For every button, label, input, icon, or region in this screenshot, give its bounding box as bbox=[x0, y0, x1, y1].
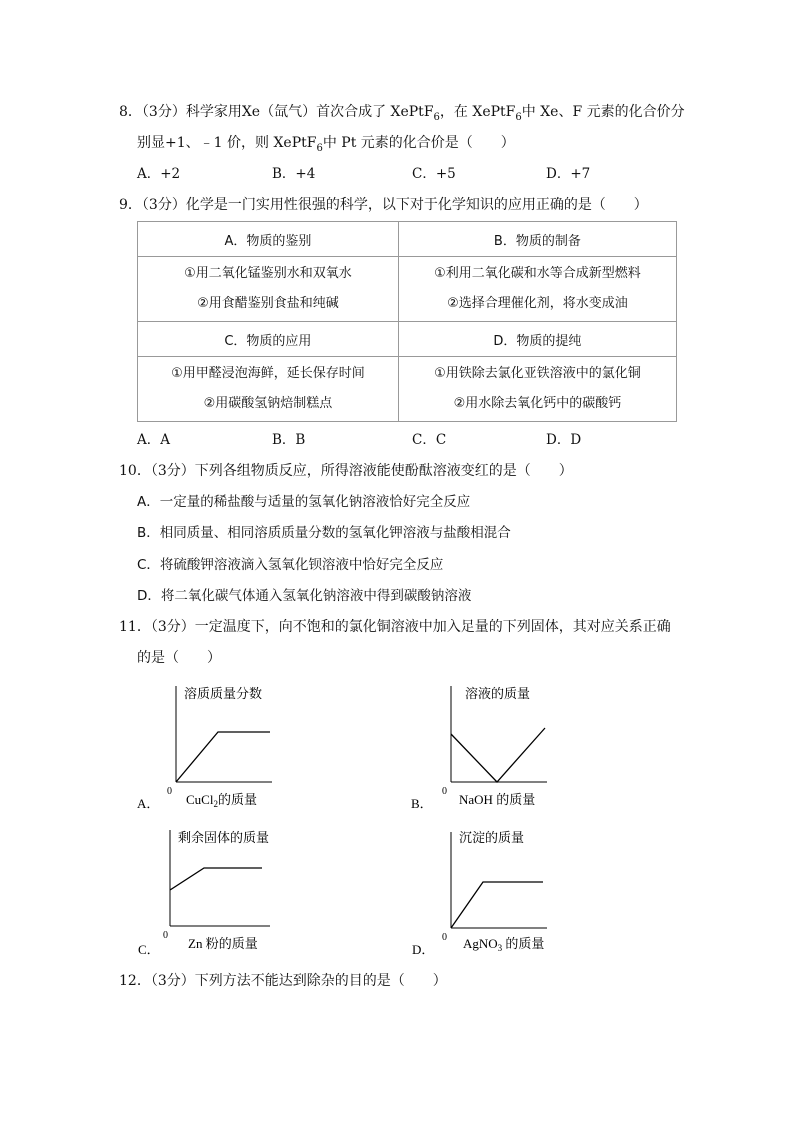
table-header-b: B．物质的制备 bbox=[398, 222, 676, 257]
table-cell-b bbox=[398, 257, 676, 322]
curve bbox=[176, 732, 270, 782]
table-cell-d bbox=[398, 357, 676, 422]
q8-subscript: 6 bbox=[316, 142, 323, 154]
x-axis-label bbox=[463, 936, 544, 953]
y-axis-label: 沉淀的质量 bbox=[459, 830, 525, 845]
table-header-c: C．物质的应用 bbox=[138, 322, 399, 357]
option-letter: A． bbox=[137, 796, 160, 811]
q10-option-b: B．相同质量、相同溶质质量分数的氢氧化钾溶液与盐酸相混合 bbox=[137, 525, 511, 541]
x-label-tail: 的质量 bbox=[217, 792, 257, 807]
origin-label: 0 bbox=[442, 786, 447, 797]
option-letter: B． bbox=[411, 796, 433, 811]
y-axis-label: 溶质质量分数 bbox=[184, 686, 263, 701]
x-label-tail: 粉的质量 bbox=[202, 936, 258, 951]
graph-d-svg bbox=[405, 822, 555, 958]
q10-stem: 10．（3分）下列各组物质反应，所得溶液能使酚酞溶液变红的是（ ） bbox=[119, 463, 573, 479]
q9-knowledge-table bbox=[137, 221, 677, 422]
q8-option-a: A．+2 bbox=[137, 166, 181, 182]
table-cell-line: ②用水除去氧化钙中的碳酸钙 bbox=[453, 396, 622, 411]
q11-stem-line-1: 11．（3分）一定温度下，向不饱和的氯化铜溶液中加入足量的下列固体，其对应关系正确 bbox=[119, 619, 671, 635]
q8-line-2 bbox=[137, 133, 515, 159]
table-cell-line: ①用二氧化锰鉴别水和双氧水 bbox=[184, 266, 352, 281]
x-label-main: CuCl bbox=[186, 792, 214, 807]
graph-b-svg bbox=[405, 676, 555, 812]
q8-text-a: 8．（3分）科学家用Xe（氙气）首次合成了 XePtF bbox=[119, 104, 434, 120]
origin-label: 0 bbox=[163, 930, 168, 941]
q10-option-d: D．将二氧化碳气体通入氢氧化钠溶液中得到碳酸钠溶液 bbox=[137, 588, 472, 604]
q8-option-b: B．+4 bbox=[272, 166, 316, 182]
table-cell-a bbox=[138, 257, 399, 322]
table-cell-line: ①用甲醛浸泡海鲜，延长保存时间 bbox=[171, 366, 365, 381]
x-label-main: Zn bbox=[188, 936, 203, 951]
graph-a bbox=[130, 676, 280, 812]
q8-text-e: 中 Pt 元素的化合价是（ ） bbox=[322, 135, 515, 151]
x-label-main: AgNO bbox=[463, 936, 498, 951]
graph-d bbox=[405, 822, 555, 958]
q10-option-c: C．将硫酸钾溶液滴入氢氧化钡溶液中恰好完全反应 bbox=[137, 557, 444, 573]
q8-option-d: D．+7 bbox=[546, 166, 591, 182]
graph-b bbox=[405, 676, 555, 812]
curve bbox=[451, 882, 543, 928]
q8-text-b: ，在 XePtF bbox=[439, 104, 516, 120]
q8-line-1 bbox=[119, 102, 685, 128]
x-axis-label bbox=[188, 936, 258, 951]
q8-subscript: 6 bbox=[515, 111, 522, 123]
q8-text-c: 中 Xe、F 元素的化合价分 bbox=[521, 104, 685, 120]
q9-option-c: C．C bbox=[412, 432, 447, 448]
x-label-sub: 3 bbox=[497, 943, 503, 953]
table-cell-line: ②选择合理催化剂，将水变成油 bbox=[447, 296, 628, 311]
option-letter: D． bbox=[412, 942, 435, 957]
q11-stem-line-2: 的是（ ） bbox=[137, 650, 221, 666]
table-cell-line: ①用铁除去氯化亚铁溶液中的氯化铜 bbox=[434, 366, 641, 381]
x-label-main: NaOH bbox=[459, 792, 493, 807]
y-axis-label: 溶液的质量 bbox=[465, 686, 531, 701]
curve bbox=[451, 728, 545, 782]
option-letter: C． bbox=[138, 942, 160, 957]
table-header-d: D．物质的提纯 bbox=[398, 322, 676, 357]
origin-label: 0 bbox=[167, 786, 172, 797]
q8-text-d: 别显+1、﹣1 价，则 XePtF bbox=[137, 135, 317, 151]
q10-option-a: A．一定量的稀盐酸与适量的氢氧化钠溶液恰好完全反应 bbox=[137, 494, 471, 510]
q9-option-b: B．B bbox=[272, 432, 306, 448]
q9-option-a: A．A bbox=[137, 432, 170, 448]
x-label-tail: 的质量 bbox=[502, 936, 545, 951]
table-header-a: A．物质的鉴别 bbox=[138, 222, 399, 257]
q9-option-d: D．D bbox=[546, 432, 582, 448]
q8-option-c: C．+5 bbox=[412, 166, 456, 182]
q9-stem: 9．（3分）化学是一门实用性很强的科学，以下对于化学知识的应用正确的是（ ） bbox=[119, 197, 648, 213]
q8-subscript: 6 bbox=[433, 111, 440, 123]
table-cell-c bbox=[138, 357, 399, 422]
x-label-sub: 2 bbox=[213, 799, 218, 809]
table-cell-line: ②用食醋鉴别食盐和纯碱 bbox=[197, 296, 339, 311]
q12-stem: 12．（3分）下列方法不能达到除杂的目的是（ ） bbox=[119, 973, 447, 989]
y-axis-label: 剩余固体的质量 bbox=[178, 830, 270, 845]
graph-a-svg bbox=[130, 676, 280, 812]
graph-c bbox=[130, 822, 280, 958]
x-axis-label bbox=[186, 792, 257, 809]
x-axis-label bbox=[459, 792, 535, 807]
table-cell-line: ①利用二氧化碳和水等合成新型燃料 bbox=[434, 266, 641, 281]
origin-label: 0 bbox=[442, 932, 447, 943]
x-label-tail: 的质量 bbox=[492, 792, 536, 807]
curve bbox=[170, 868, 262, 890]
graph-c-svg bbox=[130, 822, 280, 958]
table-cell-line: ②用碳酸氢钠焙制糕点 bbox=[203, 396, 333, 411]
